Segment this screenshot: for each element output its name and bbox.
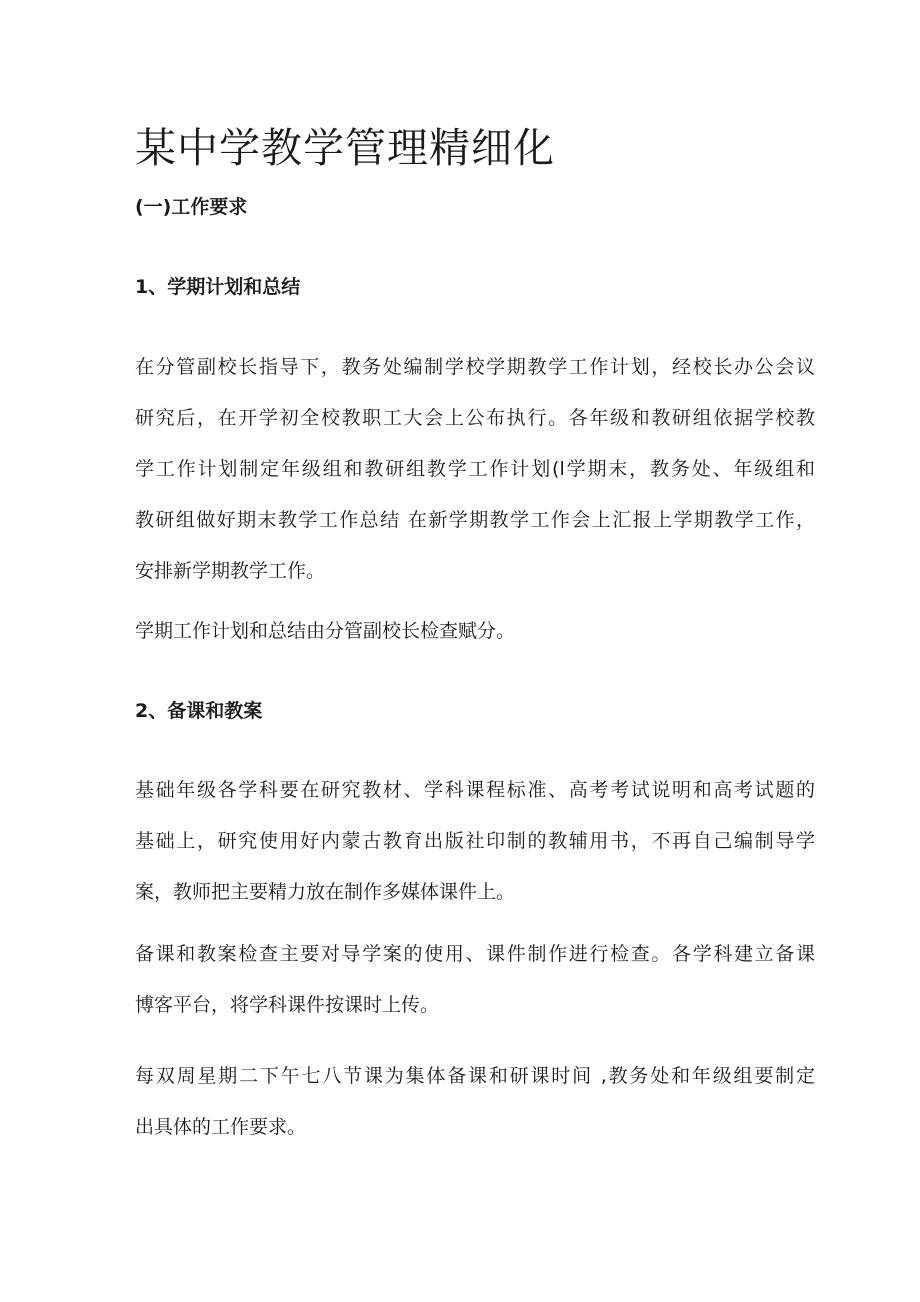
- paragraph-line: 备课和教案检查主要对导学案的使用、课件制作进行检查。各学科建立备课: [135, 943, 815, 965]
- paragraph-line: 学期工作计划和总结由分管副校长检查赋分。: [135, 620, 516, 642]
- paragraph-line: 案，教师把主要精力放在制作多媒体课件上。: [135, 881, 516, 903]
- paragraph-line: 基础年级各学科要在研究教材、学科课程标准、高考考试说明和高考试题的: [135, 779, 815, 801]
- paragraph-1-2: [135, 614, 815, 648]
- paragraph-line: 学工作计划制定年级组和教研组教学工作计划(l学期末，教务处、年级组和: [135, 458, 815, 480]
- document-title: 某中学教学管理精细化: [135, 124, 555, 172]
- paragraph-2-3: [135, 1059, 815, 1144]
- paragraph-line: 安排新学期教学工作。: [135, 560, 326, 582]
- subsection-heading-2: 2、备课和教案: [135, 700, 263, 722]
- paragraph-2-2: [135, 937, 815, 1022]
- subsection-heading-1: 1、学期计划和总结: [135, 276, 301, 298]
- paragraph-line: 基础上，研究使用好内蒙古教育出版社印制的教辅用书，不再自己编制导学: [135, 830, 815, 852]
- paragraph-line: 每双周星期二下午七八节课为集体备课和研课时间 ,教务处和年级组要制定: [135, 1065, 815, 1087]
- paragraph-line: 博客平台，将学科课件按课时上传。: [135, 994, 440, 1016]
- paragraph-line: 在分管副校长指导下，教务处编制学校学期教学工作计划，经校长办公会议: [135, 356, 815, 378]
- paragraph-2-1: [135, 773, 815, 909]
- paragraph-line: 出具体的工作要求。: [135, 1116, 307, 1138]
- paragraph-line: 研究后，在开学初全校教职工大会上公布执行。各年级和教研组依据学校教: [135, 407, 815, 429]
- paragraph-1-1: [135, 350, 815, 588]
- section-heading: (一)工作要求: [135, 196, 248, 218]
- paragraph-line: 教研组做好期末教学工作总结 在新学期教学工作会上汇报上学期教学工作，: [135, 509, 815, 531]
